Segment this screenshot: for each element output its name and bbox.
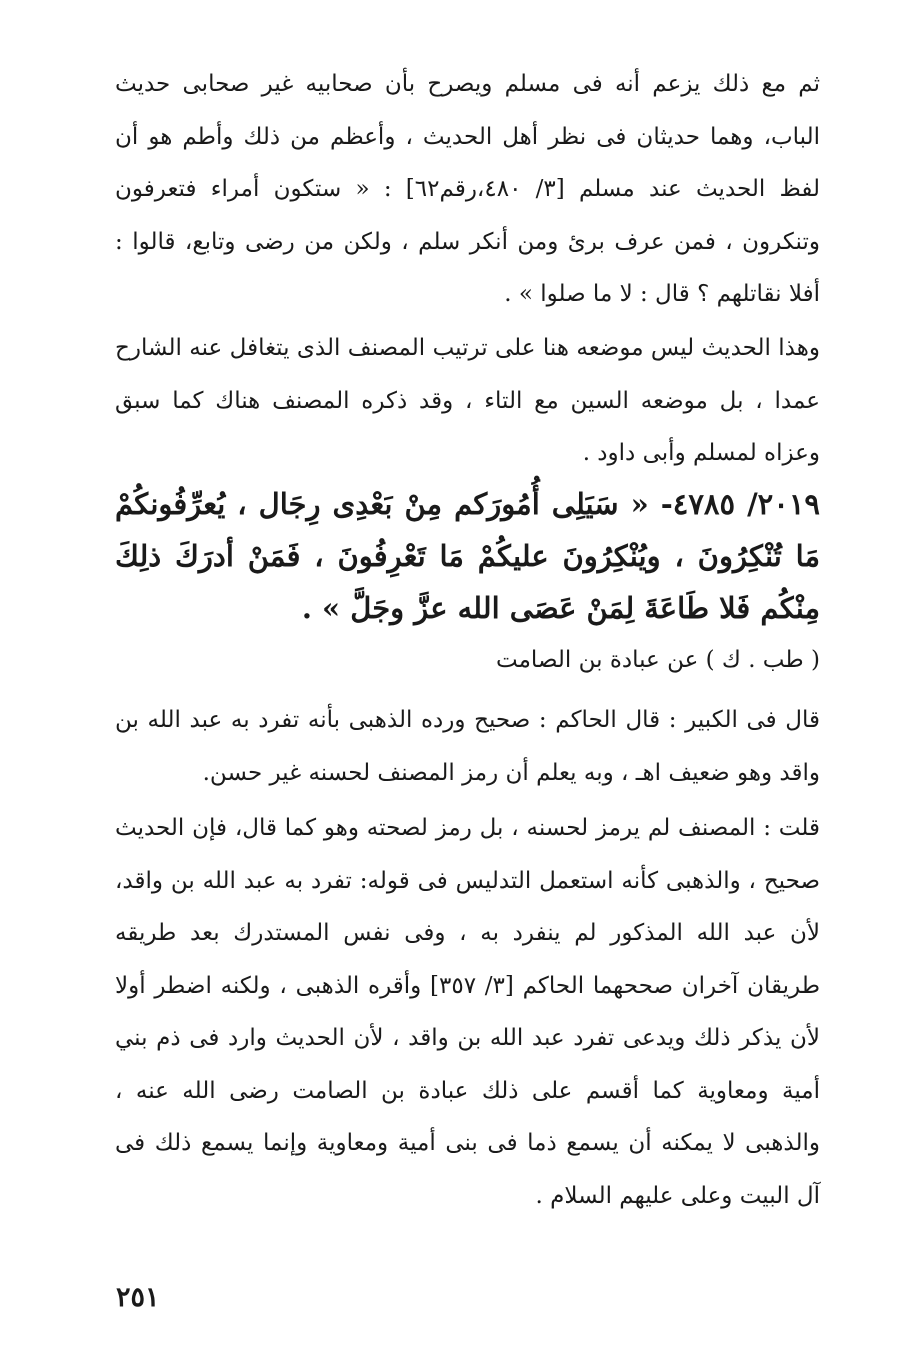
paragraph-commentary-3 — [115, 694, 820, 799]
paragraph-text: ثم مع ذلك يزعم أنه فى مسلم ويصرح بأن صحابيه غير صحابى حديث الباب، وهما حديثان فى نظر أهل الحديث ، وأعظم من ذلك وأطم هو أن لفظ الحديث عند مسلم [٣/ ٤٨٠،رقم٦٢] : « ستكون أمراء فتعرفون وتنكرون ، فمن عرف برئ ومن أنكر سلم ، ولكن من رضى وتابع، قالوا : أفلا نقاتلهم ؟ قال : لا ما صلوا » . — [115, 71, 820, 307]
paragraph-commentary-2 — [115, 322, 820, 480]
paragraph-commentary-1 — [115, 58, 820, 321]
hadith-source — [115, 634, 820, 686]
paragraph-text: وهذا الحديث ليس موضعه هنا على ترتيب المصنف الذى يتغافل عنه الشارح عمدا ، بل موضعه السين مع التاء ، وقد ذكره المصنف هناك كما سبق وعزاه لمسلم وأبى داود . — [115, 335, 820, 466]
paragraph-commentary-4 — [115, 802, 820, 1222]
hadith-entry — [115, 478, 820, 634]
source-text: ( طب . ك ) عن عبادة بن الصامت — [496, 647, 820, 673]
page-number: ٢٥١ — [116, 1282, 160, 1313]
hadith-text: ٢٠١٩/ ٤٧٨٥- « سَيَلِى أُمُورَكم مِنْ بَعْدِى رِجَال ، يُعرِّفُونكُمْ مَا تُنْكِرُونَ ، ويُنْكِرُونَ عليكُمْ مَا تَعْرِفُونَ ، فَمَنْ أدرَكَ ذلِكَ مِنْكُم فَلا طَاعَةَ لِمَنْ عَصَى الله عزَّ وجَلَّ » . — [115, 487, 820, 625]
paragraph-text: قلت : المصنف لم يرمز لحسنه ، بل رمز لصحته وهو كما قال، فإن الحديث صحيح ، والذهبى كأنه استعمل التدليس فى قوله: تفرد به عبد الله بن واقد، لأن عبد الله المذكور لم ينفرد به ، وفى نفس المستدرك بعد طريقه طريقان آخران صححهما الحاكم [٣/ ٣٥٧] وأقره الذهبى ، ولكنه اضطر أولا لأن يذكر ذلك ويدعى تفرد عبد الله بن واقد ، لأن الحديث وارد فى ذم بني أمية ومعاوية كما أقسم على ذلك عبادة بن الصامت رضى الله عنه ، والذهبى لا يمكنه أن يسمع ذما فى بنى أمية ومعاوية وإنما يسمع ذلك فى آل البيت وعلى عليهم السلام . — [115, 815, 820, 1209]
paragraph-text: قال فى الكبير : قال الحاكم : صحيح ورده الذهبى بأنه تفرد به عبد الله بن واقد وهو ضعيف اهـ ، وبه يعلم أن رمز المصنف لحسنه غير حسن. — [115, 707, 820, 786]
